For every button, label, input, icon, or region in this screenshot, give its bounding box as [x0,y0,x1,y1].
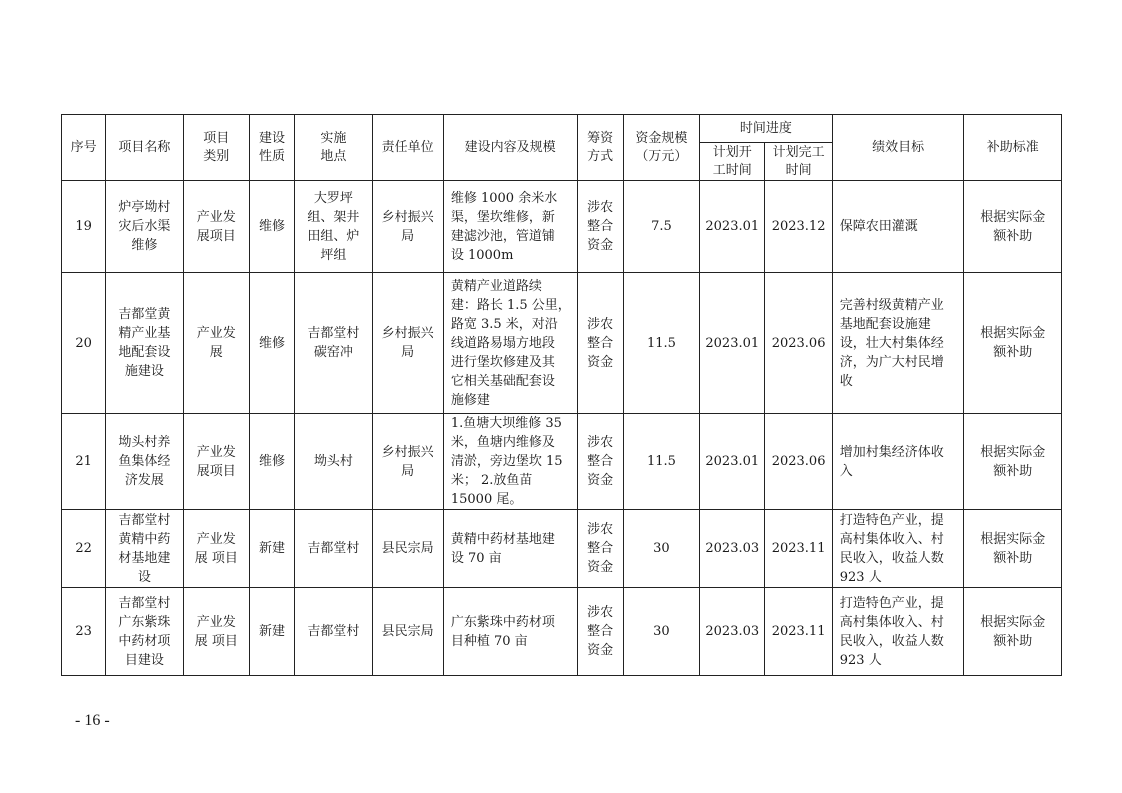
cell-end: 2023.11 [765,588,832,676]
cell-subsidy: 根据实际金 额补助 [964,510,1062,588]
cell-funding-method: 涉农 整合 资金 [577,588,623,676]
header-nature: 建设 性质 [249,115,294,181]
cell-end: 2023.06 [765,414,832,510]
table-row [62,588,1062,676]
cell-name: 吉都堂村 黄精中药 材基地建 设 [106,510,183,588]
header-no: 序号 [62,115,106,181]
cell-funding-method: 涉农 整合 资金 [577,510,623,588]
cell-location: 坳头村 [295,414,372,510]
cell-start: 2023.01 [700,414,765,510]
header-end: 计划完工 时间 [765,143,832,181]
cell-amount: 11.5 [623,414,699,510]
project-table [61,114,1062,676]
cell-category: 产业发 展 项目 [183,588,249,676]
cell-goal: 打造特色产业，提 高村集体收入、村 民收入，收益人数 923 人 [832,510,964,588]
cell-unit: 乡村振兴 局 [372,414,443,510]
table-row [62,181,1062,273]
cell-no: 19 [62,181,106,273]
cell-location: 吉都堂村 碳窑冲 [295,273,372,414]
cell-funding-method: 涉农 整合 资金 [577,181,623,273]
cell-end: 2023.12 [765,181,832,273]
cell-amount: 11.5 [623,273,699,414]
header-funding-method: 筹资 方式 [577,115,623,181]
cell-start: 2023.01 [700,181,765,273]
cell-unit: 县民宗局 [372,510,443,588]
cell-location: 吉都堂村 [295,588,372,676]
cell-content: 黄精中药材基地建 设 70 亩 [443,510,577,588]
cell-subsidy: 根据实际金 额补助 [964,181,1062,273]
cell-name: 坳头村养 鱼集体经 济发展 [106,414,183,510]
cell-category: 产业发 展 项目 [183,510,249,588]
cell-content: 广东紫珠中药材项 目种植 70 亩 [443,588,577,676]
cell-category: 产业发 展项目 [183,181,249,273]
cell-content: 1.鱼塘大坝维修 35 米，鱼塘内维修及 清淤，旁边堡坎 15 米； 2.放鱼苗 15000 尾。 [443,414,577,510]
header-name: 项目名称 [106,115,183,181]
cell-goal: 完善村级黄精产业 基地配套设施建 设，壮大村集体经 济，为广大村民增 收 [832,273,964,414]
cell-no: 23 [62,588,106,676]
cell-subsidy: 根据实际金 额补助 [964,414,1062,510]
cell-amount: 30 [623,588,699,676]
cell-location: 大罗坪 组、架井 田组、炉 坪组 [295,181,372,273]
cell-category: 产业发 展 [183,273,249,414]
cell-unit: 乡村振兴 局 [372,181,443,273]
table-row [62,510,1062,588]
cell-amount: 7.5 [623,181,699,273]
cell-start: 2023.01 [700,273,765,414]
cell-start: 2023.03 [700,510,765,588]
header-content: 建设内容及规模 [443,115,577,181]
cell-subsidy: 根据实际金 额补助 [964,273,1062,414]
cell-end: 2023.06 [765,273,832,414]
cell-name: 吉都堂黄 精产业基 地配套设 施建设 [106,273,183,414]
cell-nature: 新建 [249,588,294,676]
header-start: 计划开 工时间 [700,143,765,181]
header-category: 项目 类别 [183,115,249,181]
cell-content: 维修 1000 余米水 渠，堡坎维修，新 建滤沙池，管道铺 设 1000m [443,181,577,273]
cell-unit: 乡村振兴 局 [372,273,443,414]
cell-amount: 30 [623,510,699,588]
cell-no: 20 [62,273,106,414]
cell-nature: 维修 [249,414,294,510]
page-number: - 16 - [75,712,110,729]
cell-goal: 增加村集经济体收 入 [832,414,964,510]
header-goal: 绩效目标 [832,115,964,181]
cell-content: 黄精产业道路续 建：路长 1.5 公里， 路宽 3.5 米，对沿 线道路易塌方地段 进行堡坎修建及其 它相关基础配套设 施修建 [443,273,577,414]
header-unit: 责任单位 [372,115,443,181]
cell-location: 吉都堂村 [295,510,372,588]
cell-goal: 打造特色产业，提 高村集体收入、村 民收入，收益人数 923 人 [832,588,964,676]
table-row [62,414,1062,510]
cell-start: 2023.03 [700,588,765,676]
cell-nature: 新建 [249,510,294,588]
cell-nature: 维修 [249,273,294,414]
cell-no: 22 [62,510,106,588]
header-schedule: 时间进度 [700,115,833,143]
cell-no: 21 [62,414,106,510]
cell-subsidy: 根据实际金 额补助 [964,588,1062,676]
cell-name: 吉都堂村 广东紫珠 中药材项 目建设 [106,588,183,676]
cell-funding-method: 涉农 整合 资金 [577,273,623,414]
cell-goal: 保障农田灌溉 [832,181,964,273]
cell-name: 炉亭坳村 灾后水渠 维修 [106,181,183,273]
cell-category: 产业发 展项目 [183,414,249,510]
table-row [62,273,1062,414]
cell-funding-method: 涉农 整合 资金 [577,414,623,510]
cell-end: 2023.11 [765,510,832,588]
header-subsidy: 补助标准 [964,115,1062,181]
cell-unit: 县民宗局 [372,588,443,676]
header-location: 实施 地点 [295,115,372,181]
header-amount: 资金规模 （万元） [623,115,699,181]
cell-nature: 维修 [249,181,294,273]
